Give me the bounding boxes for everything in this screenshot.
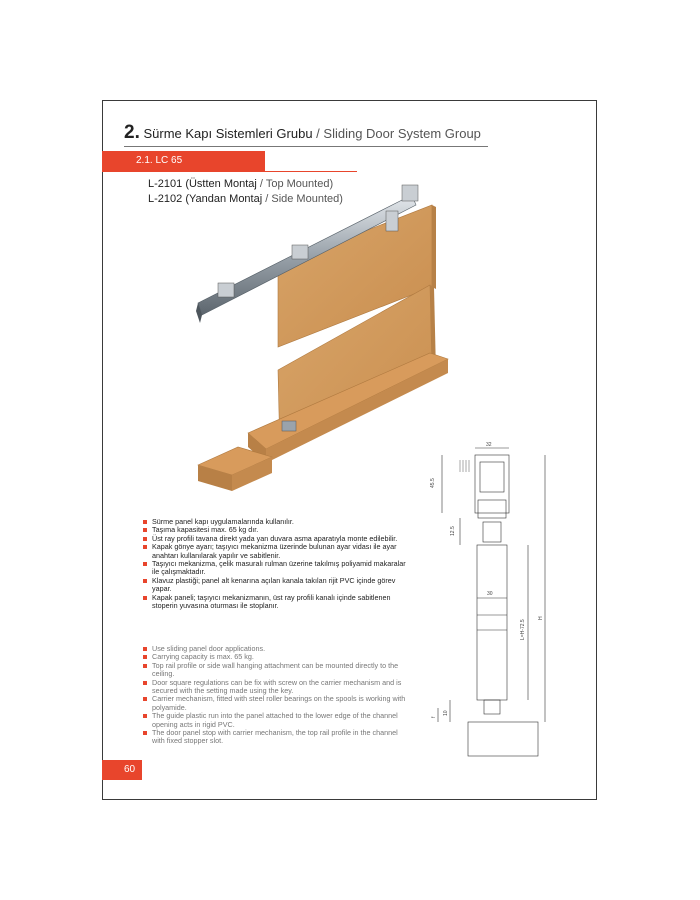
model-code: L-2101 [148,178,183,190]
list-item: Door square regulations can be fix with screw on the carrier mechanism and is secured with the setting made using the key. [142,679,412,696]
subsection-rule [102,171,357,172]
technical-drawing [420,440,550,770]
list-item: Sürme panel kapı uygulamalarında kullanılır. [142,518,412,526]
list-item: Use sliding panel door applications. [142,645,412,653]
model-separator: / [262,193,272,205]
title-english: Sliding Door System Group [323,126,481,141]
list-item: Kapak gönye ayarı; taşıyıcı mekanizma üzerinde bulunan ayar vidası ile ayar anahtarı kullanılarak yapılır ve sabitlenir. [142,543,412,560]
list-item: Carrying capacity is max. 65 kg. [142,653,412,661]
dim-height: 45.5 [430,478,436,488]
page-number: 60 [124,764,136,775]
dim-top: 32 [486,442,492,448]
section-number: 2. [124,122,140,143]
page-title [124,122,481,144]
title-turkish: Sürme Kapı Sistemleri Grubu [143,126,313,141]
model-separator: / [256,178,266,190]
subsection-label: 2.1. LC 65 [136,155,183,166]
page-number-tag [102,760,142,780]
product-illustration [180,175,450,510]
list-item: Üst ray profili tavana direkt yada yan duvara asma aparatıyla monte edilebilir. [142,535,412,543]
model-name-en: Top Mounted) [265,178,334,190]
model-name-en: Side Mounted) [271,193,343,205]
model-name-tr: (Üstten Montaj [185,178,257,190]
features-english [142,645,412,746]
list-item: Top rail profile or side wall hanging attachment can be mounted directly to the ceiling. [142,662,412,679]
dim-formula: L=H-72.5 [520,619,526,640]
title-underline [124,146,488,147]
model-code: L-2102 [148,193,183,205]
floor-guide [282,421,296,431]
dim-bottom: 10 [443,710,449,716]
dim-gap: 12.5 [450,526,456,536]
list-item: The guide plastic run into the panel attached to the lower edge of the channel opening acts in rigid PVC. [142,712,412,729]
list-item: Taşıma kapasitesi max. 65 kg dır. [142,526,412,534]
model-name-tr: (Yandan Montaj [185,193,263,205]
dim-panel: 30 [487,591,493,597]
list-item: The door panel stop with carrier mechanism, the top rail profile in the channel with fixed stopper slot. [142,729,412,746]
dim-h: H [538,616,544,620]
list-item: Carrier mechanism, fitted with steel roller bearings on the spools is working with polyamide. [142,695,412,712]
list-item: Taşıyıcı mekanizma, çelik masuralı rulman üzerine takılmış poliyamid makaralar ile çalışmaktadır. [142,560,412,577]
title-separator: / [312,126,324,141]
dim-f: f [431,716,437,718]
features-turkish [142,518,412,610]
list-item: Klavuz plastiği; panel alt kenarına açılan kanala takılan rijit PVC içinde görev yapar. [142,577,412,594]
subsection-tag [102,151,265,171]
list-item: Kapak paneli; taşıyıcı mekanizmanın, üst ray profili kanalı içinde sabitlenen stoperin yuvasına oturması ile stoplanır. [142,594,412,611]
